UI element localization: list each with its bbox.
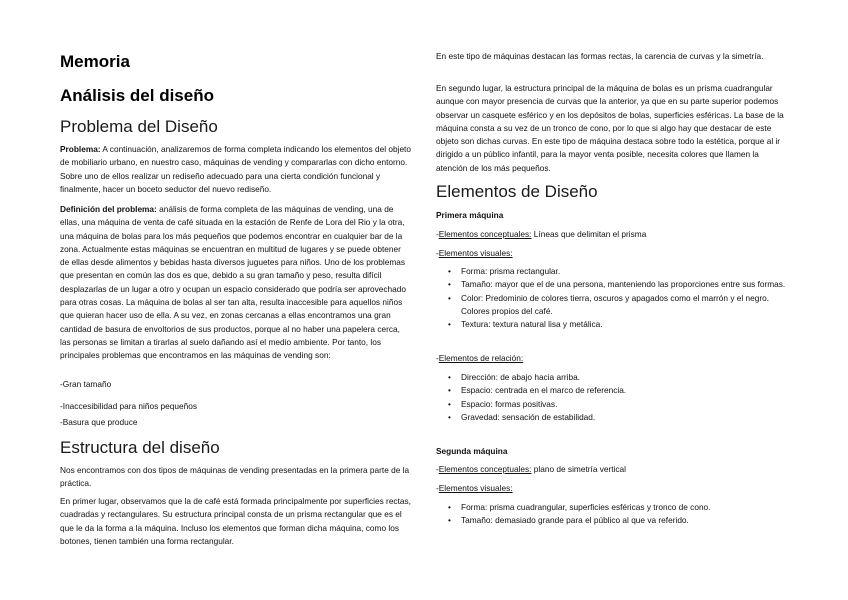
- list-item: • Color: Predominio de colores tierra, oscuros y apagados como el marrón y el negro. Colores propios del café.: [436, 292, 792, 319]
- list-item: • Gravedad: sensación de estabilidad.: [436, 411, 792, 424]
- visual-elements-list-1: [436, 265, 792, 331]
- heading-estructura: Estructura del diseño: [60, 438, 220, 457]
- heading-elementos: Elementos de Diseño: [436, 182, 598, 201]
- list-item: • Textura: textura natural lisa y metálica.: [436, 318, 792, 331]
- list-item: • Dirección: de abajo hacia arriba.: [436, 371, 792, 384]
- text-problema: A continuación, analizaremos de forma completa indicando los elementos del objeto de mobiliario urbano, en nuestro caso, máquinas de vending y compararlas con dicho entorno. Sobre uno de ellos realizar un rediseño adecuado para una cierta condición funcional y finalmente, hacer un boceto seductor del nuevo rediseño.: [60, 144, 411, 194]
- problem-item: -Basura que produce: [60, 417, 138, 427]
- list-item: • Tamaño: mayor que el de una persona, manteniendo las proporciones entre sus formas.: [436, 278, 792, 291]
- paragraph-problema: [60, 143, 412, 196]
- subheading-segunda-maquina: Segunda máquina: [436, 446, 508, 456]
- visual-elements-list-2: [436, 501, 792, 528]
- problem-item: -Gran tamaño: [60, 379, 112, 389]
- paragraph-maquina-bolas: En segundo lugar, la estructura principal de la máquina de bolas es un prisma cuadrangular aunque con mayor presencia de curvas que la anterior, ya que en su parte superior podemos observar un casquete esférico y en los depósitos de bolas, superficies esféricas. La base de la máquina consta a su vez de un tronco de cono, por lo que si algo hay que destacar de este objeto son dichas curvas. En este tipo de máquina destaca sobre todo la estética, porque al ir dirigido a un público infantil, para la mayor venta posible, necesita colores que llamen la atención de los más pequeños.: [436, 83, 784, 173]
- list-item: • Forma: prisma rectangular.: [436, 265, 792, 278]
- list-item: • Espacio: formas positivas.: [436, 398, 792, 411]
- conceptual-elements-2: -Elementos conceptuales: plano de simetría vertical: [436, 464, 627, 474]
- text-definicion: análisis de forma completa de las máquinas de vending, una de ellas, una máquina de venta de café situada en la estación de Renfe de Lora del Rio y la otra, una máquina de bolas para los más pequeños que podemos encontrar en cualquier bar de la zona. Actualmente estas máquinas se encuentran en multitud de lugares y se puede obtener de ellas desde alimentos y bebidas hasta diversos juguetes para niños. Uno de los problemas que presentan en común las dos es que, debido a su gran tamaño y peso, resulta difícil desplazarlas de un lugar a otro y ocupan un espacio considerado que podría ser aprovechado para otras cosas. La máquina de bolas al ser tan alta, resulta inaccesible para aquellos niños que quieran hacer uso de ella. A su vez, en zonas cercanas a ellas encontramos una gran cantidad de basura de envoltorios de sus productos, porque al no haber una papelera cerca, las personas se limitan a tirarlas al suelo dañando así el medio ambiente. Por tanto, los principales problemas que encontramos en las máquinas de vending son:: [60, 204, 406, 361]
- relation-elements-label-1: -Elementos de relación:: [436, 353, 524, 363]
- paragraph-estructura-cafe: En primer lugar, observamos que la de café está formada principalmente por superficies rectas, cuadradas y rectangulares. Su estructura principal consta de un prisma rectangular que es el que le da la forma a la máquina. Incluso los elementos que forman dicha máquina, como los botones, tienen también una forma rectangular.: [60, 496, 411, 546]
- title-memoria: Memoria: [60, 52, 130, 71]
- paragraph-definicion: [60, 203, 412, 363]
- label-conceptuales-1: Elementos conceptuales:: [438, 229, 532, 239]
- paragraph-formas-rectas: En este tipo de máquinas destacan las formas rectas, la carencia de curvas y la simetría.: [436, 51, 764, 61]
- list-item: • Espacio: centrada en el marco de referencia.: [436, 384, 792, 397]
- problem-item: -Inaccesibilidad para niños pequeños: [60, 401, 197, 411]
- label-definicion: Definición del problema:: [60, 204, 157, 214]
- list-item: • Tamaño: demasiado grande para el público al que va referido.: [436, 514, 792, 527]
- visual-elements-label-2: -Elementos visuales:: [436, 483, 513, 493]
- label-conceptuales-2: Elementos conceptuales:: [438, 464, 532, 474]
- heading-problema: Problema del Diseño: [60, 117, 218, 136]
- title-analisis: Análisis del diseño: [60, 86, 214, 105]
- subheading-primera-maquina: Primera máquina: [436, 210, 504, 220]
- label-problema: Problema:: [60, 144, 101, 154]
- relation-elements-list-1: [436, 371, 792, 424]
- paragraph-estructura-intro: Nos encontramos con dos tipos de máquinas de vending presentadas en la primera parte de la práctica.: [60, 465, 410, 489]
- visual-elements-label-1: -Elementos visuales:: [436, 248, 513, 258]
- list-item: • Forma: prisma cuadrangular, superficies esféricas y tronco de cono.: [436, 501, 792, 514]
- conceptual-elements-1: -Elementos conceptuales: Líneas que delimitan el prisma: [436, 229, 647, 239]
